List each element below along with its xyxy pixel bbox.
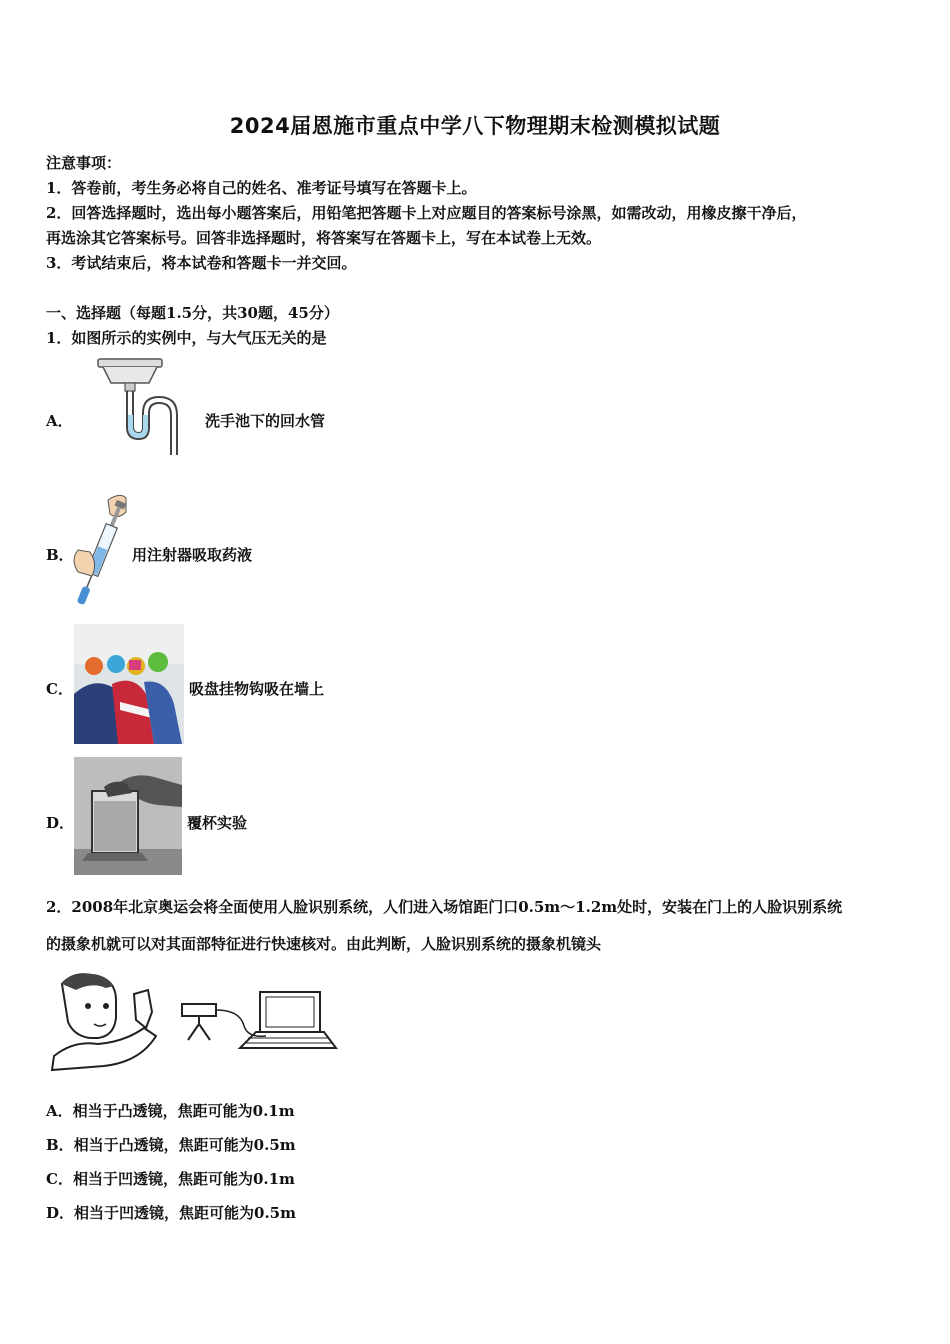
question-2-stem-line2: 的摄象机就可以对其面部特征进行快速核对。由此判断，人脸识别系统的摄象机镜头 <box>46 935 602 953</box>
question-2-stem-line1: 2．2008年北京奥运会将全面使用人脸识别系统，人们进入场馆距门口0.5m～1.2m处时，安装在门上的人脸识别系统 <box>46 898 843 916</box>
option-c-letter: C． <box>46 680 73 698</box>
q2-option-a: A．相当于凸透镜，焦距可能为0.1m <box>46 1102 295 1120</box>
face-recognition-figure <box>44 966 338 1080</box>
q2-option-b: B．相当于凸透镜，焦距可能为0.5m <box>46 1136 296 1154</box>
option-d-text: 覆杯实验 <box>187 814 248 832</box>
question-1-stem: 1．如图所示的实例中，与大气压无关的是 <box>46 329 327 347</box>
notice-item-1: 1．答卷前，考生务必将自己的姓名、准考证号填写在答题卡上。 <box>46 179 477 197</box>
sink-drain-pipe-image <box>95 355 185 457</box>
notice-item-2: 2．回答选择题时，选出每小题答案后，用铅笔把答题卡上对应题目的答案标号涂黑，如需改动，用橡皮擦干净后， <box>46 204 807 222</box>
option-a-text: 洗手池下的回水管 <box>205 412 326 430</box>
notice-item-3: 3．考试结束后，将本试卷和答题卡一并交回。 <box>46 254 357 272</box>
syringe-image <box>68 490 130 612</box>
cup-cover-experiment-photo <box>74 757 182 875</box>
option-c-text: 吸盘挂物钩吸在墙上 <box>189 680 325 698</box>
option-a-letter: A． <box>46 412 73 430</box>
q2-option-d: D．相当于凹透镜，焦距可能为0.5m <box>46 1204 296 1222</box>
section-heading: 一、选择题（每题1.5分，共30题，45分） <box>46 304 339 322</box>
option-b-letter: B． <box>46 546 74 564</box>
page-title: 2024届恩施市重点中学八下物理期末检测模拟试题 <box>229 114 721 138</box>
option-b-text: 用注射器吸取药液 <box>132 546 253 564</box>
notice-item-2-cont: 再选涂其它答案标号。回答非选择题时，将答案写在答题卡上，写在本试卷上无效。 <box>46 229 602 247</box>
suction-hooks-photo <box>74 624 184 744</box>
q2-option-c: C．相当于凹透镜，焦距可能为0.1m <box>46 1170 295 1188</box>
option-d-letter: D． <box>46 814 75 832</box>
notice-heading: 注意事项： <box>46 154 122 172</box>
